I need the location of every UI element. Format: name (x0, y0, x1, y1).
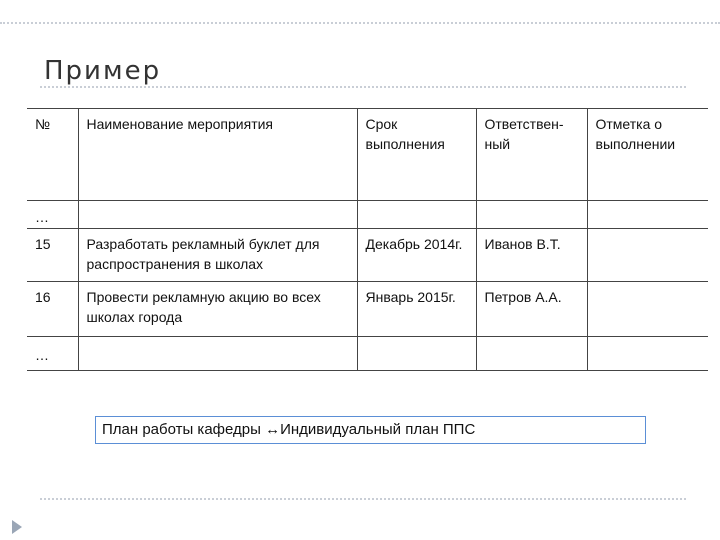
cell-responsible (476, 337, 587, 371)
cell-number: 15 (27, 229, 78, 282)
cell-number: … (27, 337, 78, 371)
header-event-name: Наименование мероприятия (78, 109, 357, 201)
cell-deadline (357, 201, 476, 229)
cell-responsible (476, 201, 587, 229)
cell-mark (587, 229, 708, 282)
table-row (27, 201, 708, 229)
title-divider (40, 86, 686, 88)
bidirectional-arrow-icon: ↔ (265, 421, 281, 438)
bottom-divider (40, 498, 686, 500)
cell-event: Провести рекламную акцию во всех школах города (78, 282, 357, 337)
table-header-row (27, 109, 708, 201)
header-completion-mark: Отметка о выполнении (587, 109, 708, 201)
cell-deadline: Декабрь 2014г. (357, 229, 476, 282)
cell-mark (587, 201, 708, 229)
cell-deadline: Январь 2015г. (357, 282, 476, 337)
cell-event: Разработать рекламный буклет для распространения в школах (78, 229, 357, 282)
top-divider (0, 22, 720, 24)
cell-deadline (357, 337, 476, 371)
cell-mark (587, 282, 708, 337)
cell-responsible: Петров А.А. (476, 282, 587, 337)
caption-left-text: План работы кафедры (102, 421, 261, 438)
table-row (27, 282, 708, 337)
cell-event (78, 337, 357, 371)
caption-right-text: Индивидуальный план ППС (280, 421, 476, 438)
plan-table (27, 108, 708, 371)
table-row (27, 337, 708, 371)
header-responsible: Ответствен-ный (476, 109, 587, 201)
slide-title: Пример (44, 56, 162, 86)
cell-number: … (27, 201, 78, 229)
table-row (27, 229, 708, 282)
cell-mark (587, 337, 708, 371)
triangle-bullet-icon (12, 520, 22, 534)
cell-number: 16 (27, 282, 78, 337)
cell-responsible: Иванов В.Т. (476, 229, 587, 282)
caption-box (95, 416, 646, 444)
header-deadline: Срок выполнения (357, 109, 476, 201)
cell-event (78, 201, 357, 229)
header-number: № (27, 109, 78, 201)
